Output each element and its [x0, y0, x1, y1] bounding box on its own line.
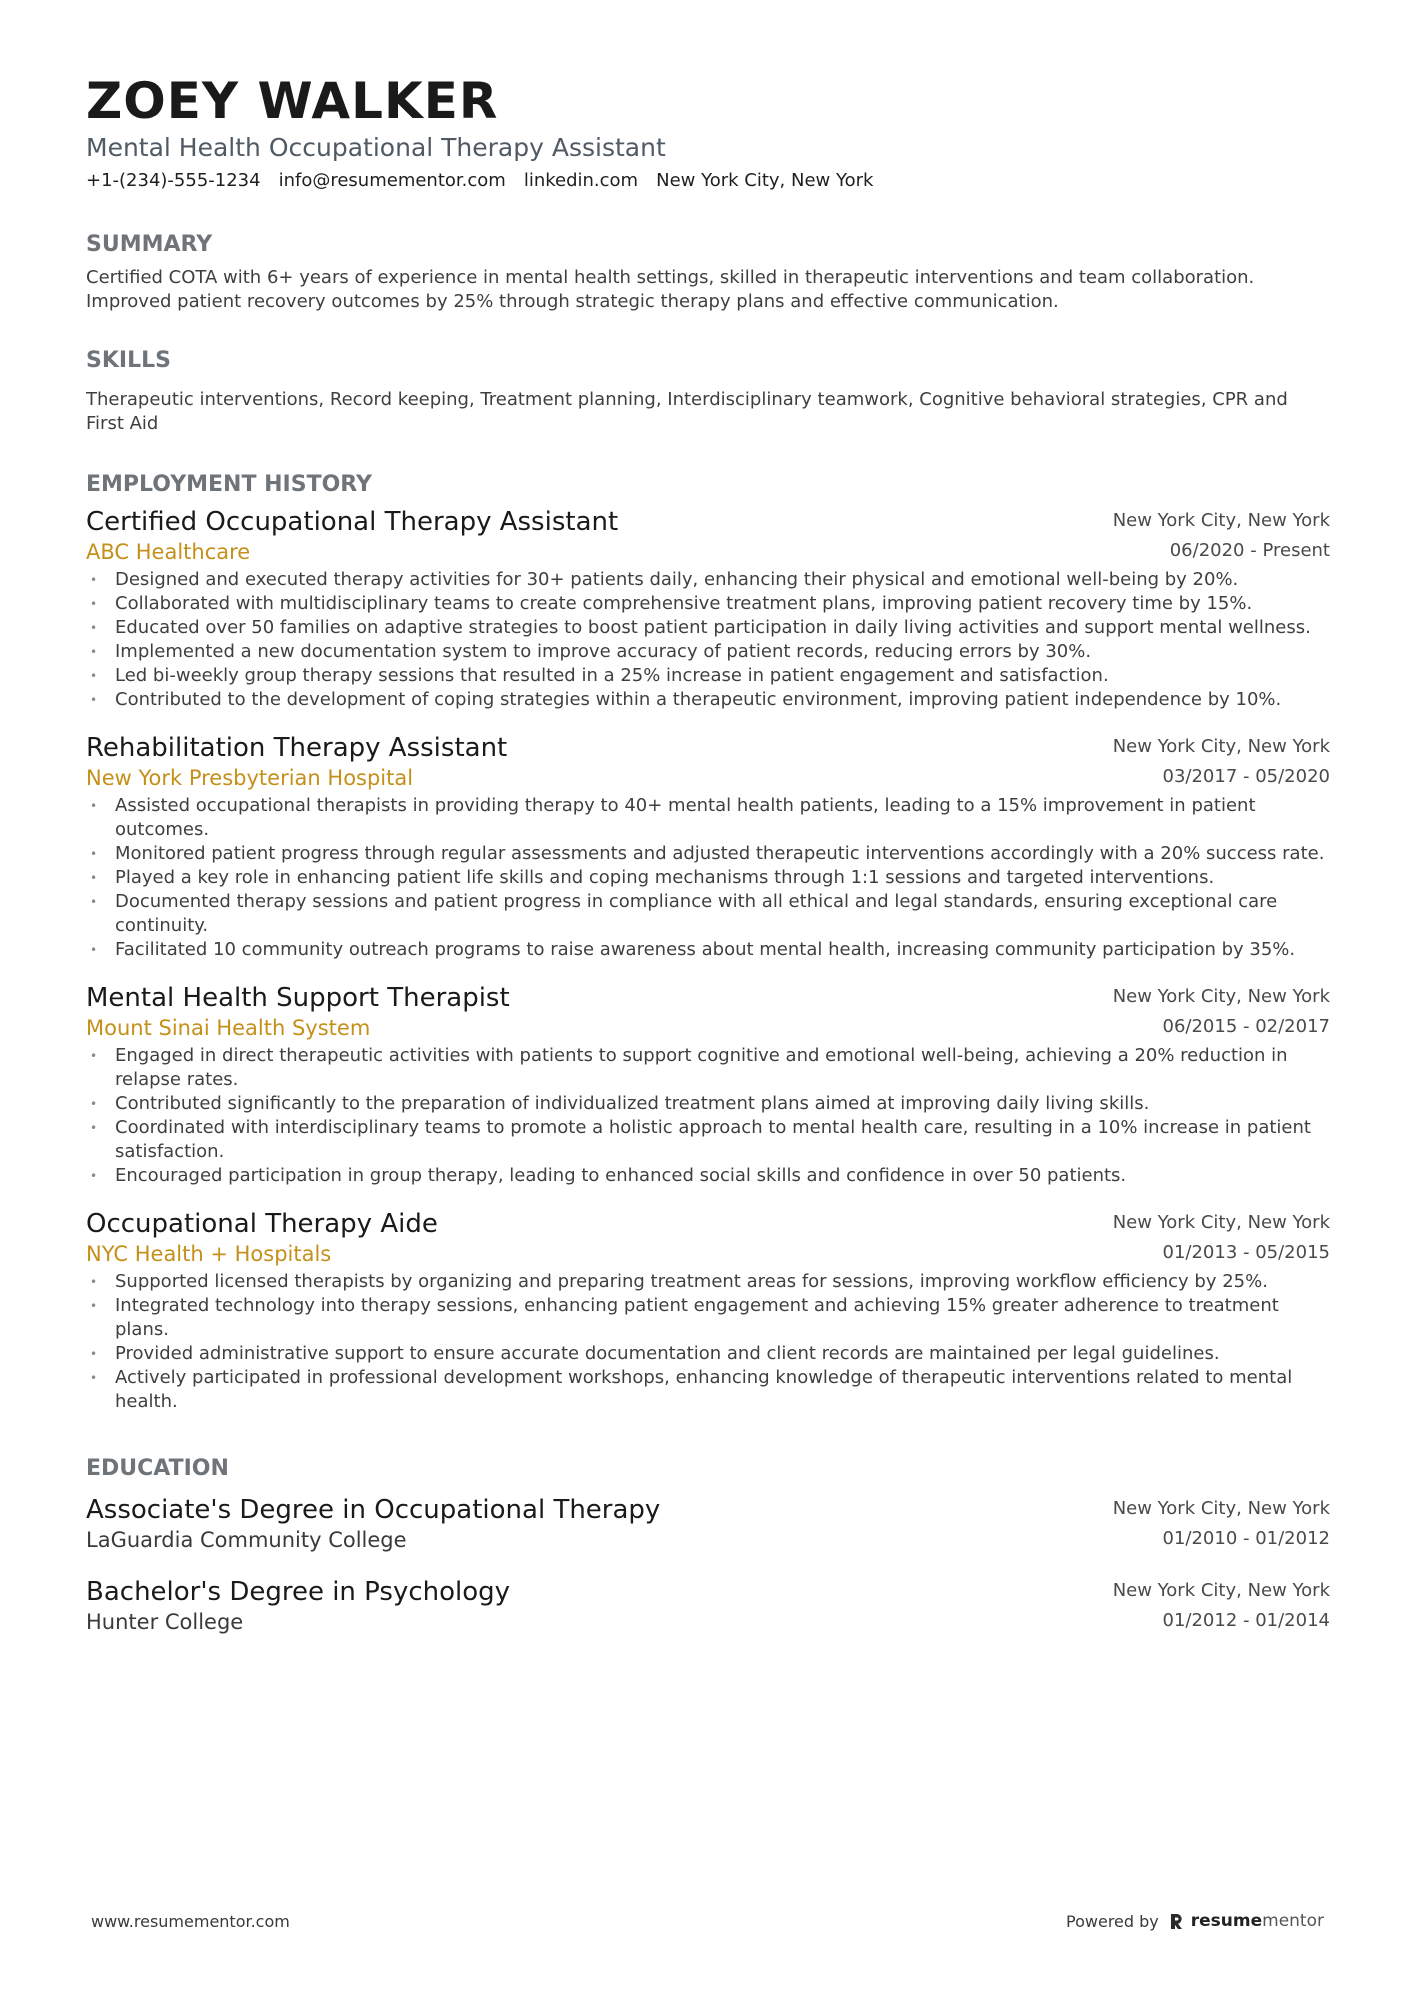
section-title: EMPLOYMENT HISTORY — [86, 472, 372, 497]
bullet-item: • Contributed to the development of coping strategies within a therapeutic environment, improving patient independence by 10%. — [86, 688, 1330, 712]
education-dates: 01/2012 - 01/2014 — [1162, 1610, 1330, 1631]
bullet-item: • Monitored patient progress through regular assessments and adjusted therapeutic interventions accordingly with a 20% success rate. — [86, 842, 1330, 866]
skills-text: Therapeutic interventions, Record keeping, Treatment planning, Interdisciplinary teamwork, Cognitive behavioral strategies, CPR and First Aid — [86, 389, 1288, 434]
contact-phone: +1-(234)-555-1234 — [86, 170, 261, 191]
resumementor-logo[interactable] — [1169, 1911, 1324, 1931]
candidate-headline: Mental Health Occupational Therapy Assistant — [86, 133, 666, 162]
contact-location: New York City, New York — [656, 170, 874, 191]
bullet-item: • Educated over 50 families on adaptive strategies to boost patient participation in daily living activities and support mental wellness. — [86, 616, 1330, 640]
footer-website-link[interactable]: www.resumementor.com — [91, 1911, 290, 1931]
job-title: Mental Health Support Therapist — [86, 983, 510, 1013]
summary-section — [86, 230, 1330, 314]
bullet-item: • Engaged in direct therapeutic activities with patients to support cognitive and emotional well-being, achieving a 20% reduction in relapse rates. — [86, 1044, 1330, 1092]
job-company: New York Presbyterian Hospital — [86, 766, 414, 790]
resume-page — [86, 72, 1330, 1636]
job-entry — [86, 1208, 1330, 1414]
bullet-item: • Collaborated with multidisciplinary teams to create comprehensive treatment plans, improving patient recovery time by 15%. — [86, 592, 1330, 616]
resumementor-logo-icon — [1169, 1912, 1185, 1930]
job-company: Mount Sinai Health System — [86, 1016, 371, 1040]
job-location: New York City, New York — [1112, 510, 1330, 531]
bullet-item: • Coordinated with interdisciplinary teams to promote a holistic approach to mental health care, resulting in a 10% increase in patient satisfaction. — [86, 1116, 1330, 1164]
powered-by-label: Powered by — [1066, 1911, 1159, 1931]
education-section — [86, 1454, 1330, 1636]
job-company: NYC Health + Hospitals — [86, 1242, 332, 1266]
job-bullets — [86, 1270, 1330, 1414]
logo-text-bold: resume — [1190, 1911, 1263, 1931]
employment-section — [86, 470, 1330, 1414]
page-footer — [91, 1911, 1324, 1931]
job-company: ABC Healthcare — [86, 540, 251, 564]
job-dates: 06/2020 - Present — [1169, 540, 1330, 561]
job-bullets — [86, 568, 1330, 712]
bullet-item: • Played a key role in enhancing patient life skills and coping mechanisms through 1:1 sessions and targeted interventions. — [86, 866, 1330, 890]
bullet-item: • Led bi-weekly group therapy sessions that resulted in a 25% increase in patient engagement and satisfaction. — [86, 664, 1330, 688]
bullet-item: • Designed and executed therapy activities for 30+ patients daily, enhancing their physical and emotional well-being by 20%. — [86, 568, 1330, 592]
job-location: New York City, New York — [1112, 736, 1330, 757]
bullet-item: • Implemented a new documentation system to improve accuracy of patient records, reducing errors by 30%. — [86, 640, 1330, 664]
powered-by — [1066, 1911, 1324, 1931]
logo-text-regular: mentor — [1262, 1911, 1324, 1931]
job-title: Occupational Therapy Aide — [86, 1209, 438, 1239]
degree-title: Associate's Degree in Occupational Therapy — [86, 1495, 661, 1525]
contact-linkedin[interactable]: linkedin.com — [523, 170, 639, 191]
bullet-item: • Facilitated 10 community outreach programs to raise awareness about mental health, increasing community participation by 35%. — [86, 938, 1330, 962]
job-entry — [86, 506, 1330, 712]
resume-header — [86, 72, 1330, 194]
summary-text: Certified COTA with 6+ years of experience in mental health settings, skilled in therapeutic interventions and team collaboration. Improved patient recovery outcomes by 25% through strategic therapy plans and effective communication. — [86, 267, 1255, 312]
school-name: LaGuardia Community College — [86, 1528, 407, 1552]
bullet-item: • Integrated technology into therapy sessions, enhancing patient engagement and achieving 15% greater adherence to treatment plans. — [86, 1294, 1330, 1342]
job-bullets — [86, 794, 1330, 962]
job-entry — [86, 732, 1330, 962]
bullet-item: • Actively participated in professional development workshops, enhancing knowledge of therapeutic interventions related to mental health. — [86, 1366, 1330, 1414]
section-title: EDUCATION — [86, 1456, 229, 1481]
bullet-item: • Contributed significantly to the preparation of individualized treatment plans aimed at improving daily living skills. — [86, 1092, 1330, 1116]
job-location: New York City, New York — [1112, 986, 1330, 1007]
bullet-item: • Assisted occupational therapists in providing therapy to 40+ mental health patients, leading to a 15% improvement in patient outcomes. — [86, 794, 1330, 842]
job-dates: 06/2015 - 02/2017 — [1162, 1016, 1330, 1037]
bullet-item: • Supported licensed therapists by organizing and preparing treatment areas for sessions, improving workflow efficiency by 25%. — [86, 1270, 1330, 1294]
degree-title: Bachelor's Degree in Psychology — [86, 1577, 511, 1607]
contact-email[interactable]: info@resumementor.com — [278, 170, 506, 191]
bullet-item: • Provided administrative support to ensure accurate documentation and client records are maintained per legal guidelines. — [86, 1342, 1330, 1366]
job-dates: 03/2017 - 05/2020 — [1162, 766, 1330, 787]
education-dates: 01/2010 - 01/2012 — [1162, 1528, 1330, 1549]
section-title: SUMMARY — [86, 232, 213, 257]
job-entry — [86, 982, 1330, 1188]
job-title: Certified Occupational Therapy Assistant — [86, 507, 619, 537]
job-dates: 01/2013 - 05/2015 — [1162, 1242, 1330, 1263]
education-entry — [86, 1494, 1330, 1554]
job-bullets — [86, 1044, 1330, 1188]
education-location: New York City, New York — [1112, 1498, 1330, 1519]
education-location: New York City, New York — [1112, 1580, 1330, 1601]
bullet-item: • Documented therapy sessions and patient progress in compliance with all ethical and legal standards, ensuring exceptional care continuity. — [86, 890, 1330, 938]
job-title: Rehabilitation Therapy Assistant — [86, 733, 508, 763]
education-entry — [86, 1576, 1330, 1636]
school-name: Hunter College — [86, 1610, 244, 1634]
contact-row — [86, 168, 1330, 194]
section-title: SKILLS — [86, 348, 171, 373]
skills-section — [86, 346, 1330, 436]
candidate-name: ZOEY WALKER — [86, 72, 499, 130]
bullet-item: • Encouraged participation in group therapy, leading to enhanced social skills and confidence in over 50 patients. — [86, 1164, 1330, 1188]
job-location: New York City, New York — [1112, 1212, 1330, 1233]
